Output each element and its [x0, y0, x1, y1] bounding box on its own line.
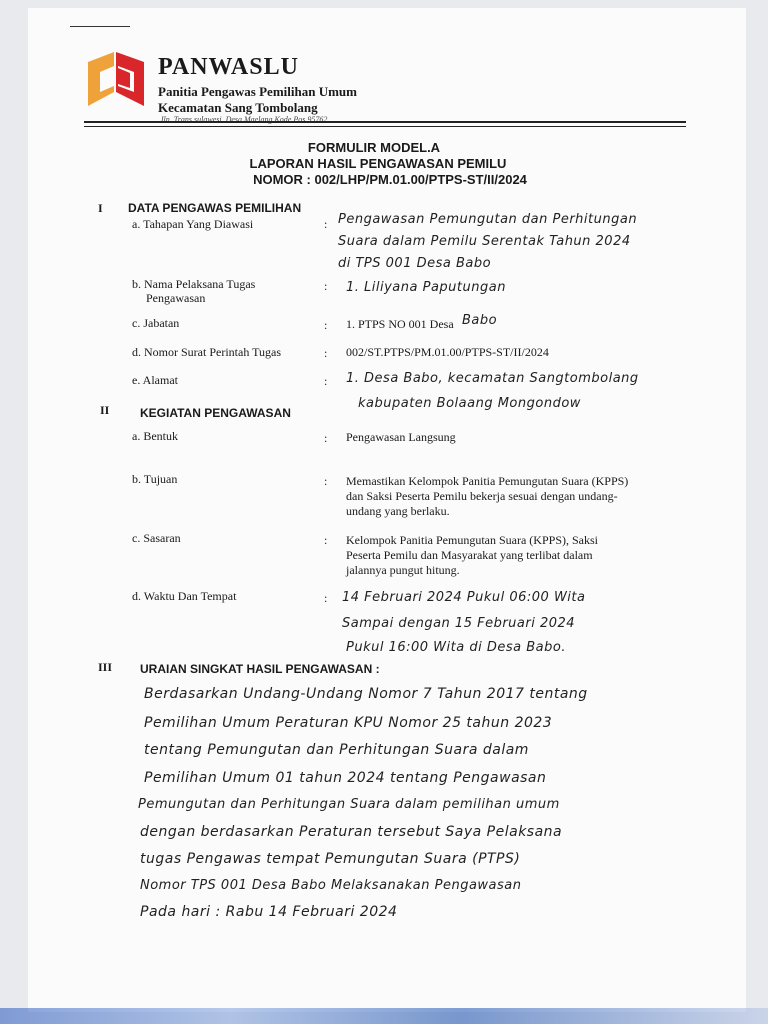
- colon: :: [324, 533, 328, 547]
- colon: :: [324, 474, 328, 488]
- org-district: Kecamatan Sang Tombolang: [158, 100, 318, 115]
- top-rule: [70, 26, 130, 27]
- header-rule-thick: [84, 121, 686, 123]
- section-2-title: KEGIATAN PENGAWASAN: [140, 406, 291, 420]
- label-nomor-surat: d. Nomor Surat Perintah Tugas: [132, 345, 282, 359]
- value-sasaran-line-3: jalannya pungut hitung.: [346, 563, 460, 577]
- value-alamat-line-2: kabupaten Bolaang Mongondow: [358, 396, 581, 411]
- value-bentuk: Pengawasan Langsung: [346, 430, 456, 444]
- summary-line: Pemungutan dan Perhitungan Suara dalam pemilihan umum: [138, 797, 560, 812]
- summary-line: Pemilihan Umum 01 tahun 2024 tentang Pengawasan: [144, 770, 547, 786]
- value-alamat-line-1: 1. Desa Babo, kecamatan Sangtombolang: [346, 371, 639, 386]
- value-waktu-line-1: 14 Februari 2024 Pukul 06:00 Wita: [342, 590, 586, 605]
- colon: :: [324, 217, 328, 231]
- colon: :: [324, 346, 328, 360]
- label-waktu-tempat: d. Waktu Dan Tempat: [132, 589, 237, 603]
- value-sasaran-line-2: Peserta Pemilu dan Masyarakat yang terlibat dalam: [346, 548, 593, 562]
- org-subtitle: Panitia Pengawas Pemilihan Umum: [158, 84, 357, 99]
- value-tahapan-line-2: Suara dalam Pemilu Serentak Tahun 2024: [338, 234, 631, 249]
- org-name: PANWASLU: [158, 54, 299, 80]
- summary-line: Berdasarkan Undang-Undang Nomor 7 Tahun 2017 tentang: [144, 686, 588, 702]
- label-tujuan: b. Tujuan: [132, 472, 178, 486]
- org-address: Jln. Trans sulawesi, Desa Maelang Kode Pos 95762: [160, 115, 328, 124]
- colon: :: [324, 374, 328, 388]
- value-sasaran-line-1: Kelompok Panitia Pemungutan Suara (KPPS), Saksi: [346, 533, 598, 547]
- section-1-number: I: [98, 201, 103, 215]
- value-nomor-surat: 002/ST.PTPS/PM.01.00/PTPS-ST/II/2024: [346, 345, 549, 359]
- summary-line: tentang Pemungutan dan Perhitungan Suara dalam: [144, 742, 529, 758]
- report-number: NOMOR : 002/LHP/PM.01.00/PTPS-ST/II/2024: [253, 172, 527, 187]
- summary-line: Pemilihan Umum Peraturan KPU Nomor 25 tahun 2023: [144, 715, 553, 731]
- value-tahapan-line-3: di TPS 001 Desa Babo: [338, 256, 492, 271]
- summary-line: dengan berdasarkan Peraturan tersebut Saya Pelaksana: [140, 824, 563, 840]
- label-alamat: e. Alamat: [132, 373, 178, 387]
- summary-line: Pada hari : Rabu 14 Februari 2024: [140, 904, 398, 920]
- report-title: LAPORAN HASIL PENGAWASAN PEMILU: [249, 156, 507, 171]
- panwaslu-logo: [84, 48, 150, 114]
- section-2-number: II: [100, 403, 110, 417]
- value-tujuan-line-1: Memastikan Kelompok Panitia Pemungutan Suara (KPPS): [346, 474, 629, 488]
- colon: :: [324, 431, 328, 445]
- value-jabatan-hand: Babo: [462, 313, 498, 328]
- value-tujuan-line-3: undang yang berlaku.: [346, 504, 450, 518]
- form-title: FORMULIR MODEL.A: [307, 140, 441, 155]
- section-1-title: DATA PENGAWAS PEMILIHAN: [128, 201, 302, 215]
- summary-line: Nomor TPS 001 Desa Babo Melaksanakan Pengawasan: [140, 878, 522, 893]
- summary-line: tugas Pengawas tempat Pemungutan Suara (PTPS): [140, 851, 521, 867]
- label-nama-pelaksana-2: Pengawasan: [146, 291, 206, 305]
- value-tahapan-line-1: Pengawasan Pemungutan dan Perhitungan: [338, 212, 638, 227]
- value-jabatan-print: 1. PTPS NO 001 Desa: [346, 317, 454, 331]
- colon: :: [324, 279, 328, 293]
- label-jabatan: c. Jabatan: [132, 316, 180, 330]
- section-3-number: III: [98, 660, 113, 674]
- value-waktu-line-3: Pukul 16:00 Wita di Desa Babo.: [346, 640, 566, 655]
- label-tahapan: a. Tahapan Yang Diawasi: [132, 217, 254, 231]
- header-rule-thin: [84, 126, 686, 127]
- label-sasaran: c. Sasaran: [132, 531, 181, 545]
- bottom-edge-stripe: [0, 1008, 768, 1024]
- label-nama-pelaksana: b. Nama Pelaksana Tugas: [132, 277, 256, 291]
- section-3-title: URAIAN SINGKAT HASIL PENGAWASAN :: [140, 662, 380, 676]
- label-bentuk: a. Bentuk: [132, 429, 178, 443]
- value-waktu-line-2: Sampai dengan 15 Februari 2024: [342, 616, 576, 631]
- colon: :: [324, 318, 328, 332]
- value-nama-pelaksana: 1. Liliyana Paputungan: [346, 280, 506, 295]
- colon: :: [324, 591, 328, 605]
- value-tujuan-line-2: dan Saksi Peserta Pemilu bekerja sesuai dengan undang-: [346, 489, 618, 503]
